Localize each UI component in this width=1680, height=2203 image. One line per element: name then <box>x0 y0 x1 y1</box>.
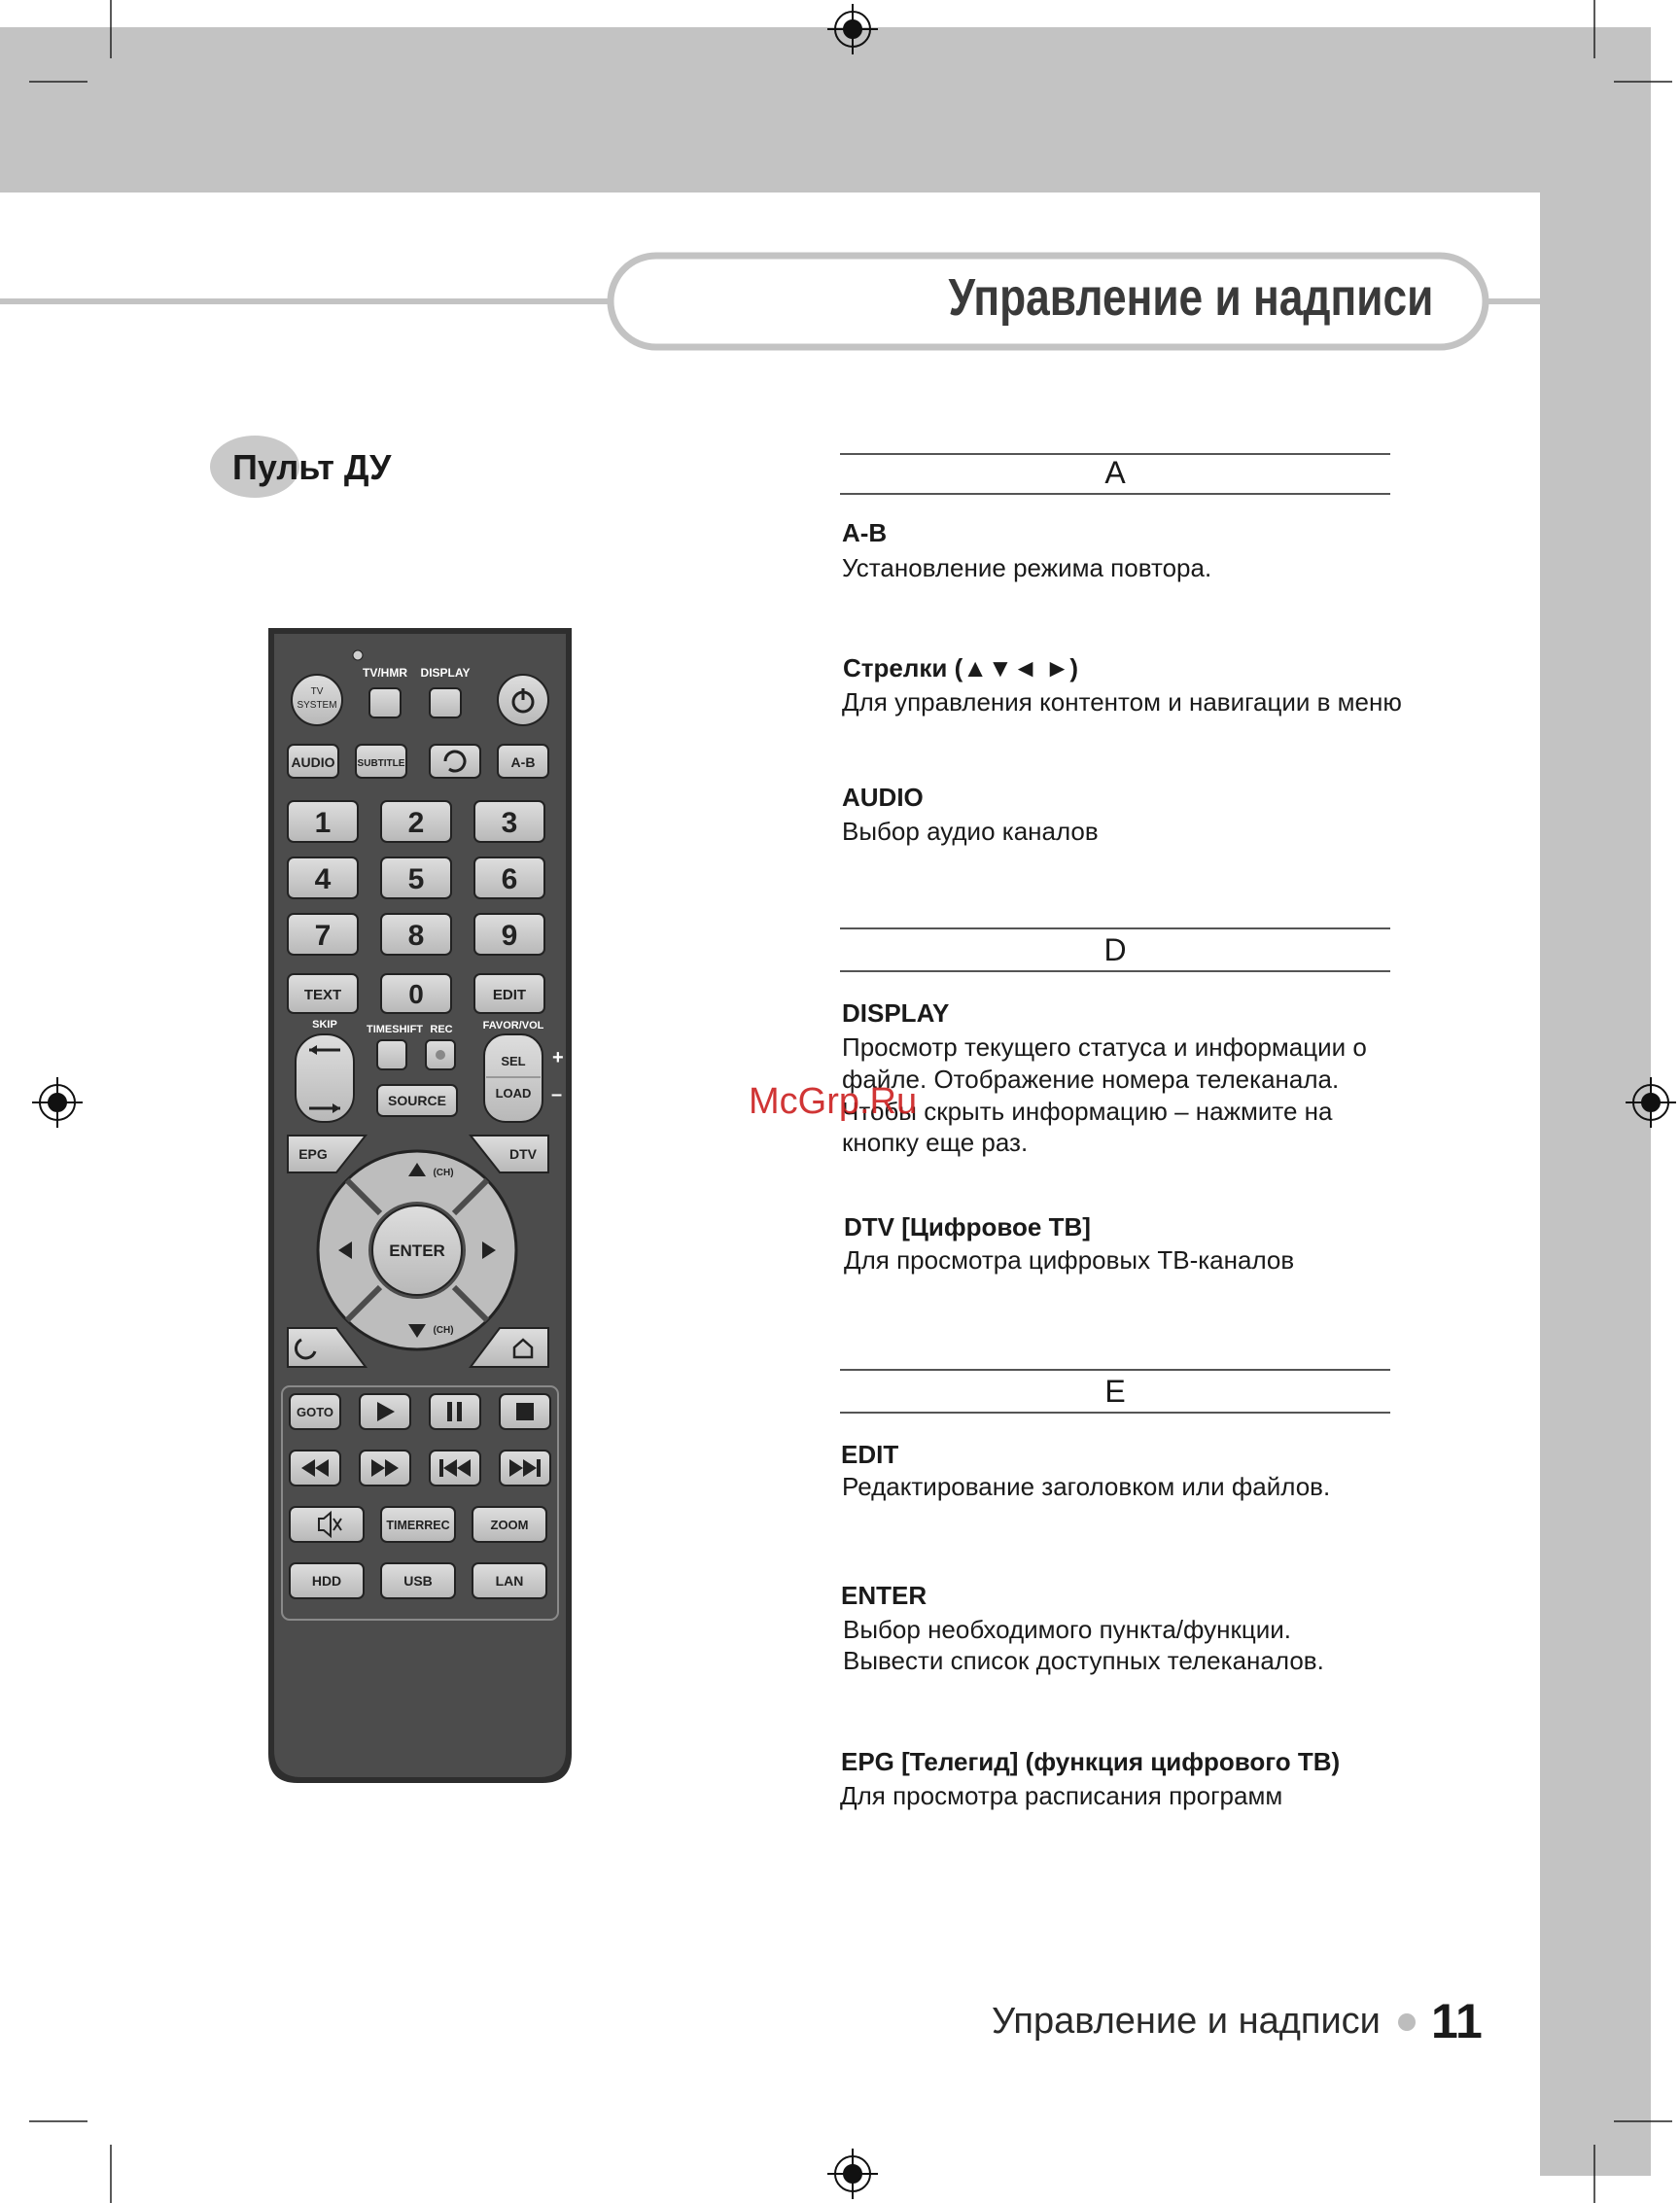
section-a-bottom-rule <box>840 493 1390 495</box>
remote-control-illustration <box>264 626 576 1793</box>
svg-text:SEL: SEL <box>501 1054 526 1068</box>
entry-text-display-4: кнопку еще раз. <box>842 1128 1029 1157</box>
entry-text-arrows: Для управления контентом и навигации в меню <box>842 687 1402 717</box>
section-title: Пульт ДУ <box>232 447 392 487</box>
number-3-button[interactable] <box>474 801 544 842</box>
svg-text:+: + <box>552 1047 564 1068</box>
svg-text:FAVOR/VOL: FAVOR/VOL <box>482 1020 544 1032</box>
tvhmr-button[interactable] <box>369 688 401 717</box>
svg-text:SKIP: SKIP <box>312 1019 337 1031</box>
fast-forward-button[interactable] <box>360 1451 410 1486</box>
svg-text:TEXT: TEXT <box>303 987 342 1003</box>
section-a-letter: A <box>1104 455 1126 490</box>
pause-icon <box>447 1402 452 1421</box>
section-e-top-rule <box>840 1369 1390 1371</box>
lan-button[interactable] <box>472 1563 546 1598</box>
tv-system-button[interactable] <box>292 675 342 725</box>
section-e-letter: E <box>1104 1374 1126 1409</box>
entry-text-audio: Выбор аудио каналов <box>842 817 1099 846</box>
number-5-button[interactable] <box>381 857 451 898</box>
entry-text-enter-2: Вывести список доступных телеканалов. <box>843 1646 1324 1675</box>
entry-heading-enter: ENTER <box>841 1581 928 1610</box>
entry-heading-arrows: Стрелки (▲▼◄ ►) <box>843 653 1079 682</box>
svg-text:EDIT: EDIT <box>492 987 527 1003</box>
svg-text:ENTER: ENTER <box>389 1241 445 1260</box>
footer-section-name: Управление и надписи <box>992 2001 1381 2042</box>
entry-heading-edit: EDIT <box>841 1440 899 1469</box>
svg-text:2: 2 <box>407 807 425 839</box>
svg-text:SUBTITLE: SUBTITLE <box>357 758 405 769</box>
svg-text:6: 6 <box>501 863 518 895</box>
svg-text:USB: USB <box>403 1573 433 1589</box>
next-button[interactable] <box>500 1451 550 1486</box>
tvhmr-label: TV/HMR <box>363 666 407 680</box>
entry-heading-display: DISPLAY <box>842 998 950 1028</box>
svg-text:(CH): (CH) <box>433 1168 454 1178</box>
display-label: DISPLAY <box>420 666 471 680</box>
registration-mark-left <box>32 1077 83 1128</box>
entry-heading-ab: A-B <box>842 518 888 547</box>
skip-rocker[interactable] <box>296 1034 354 1122</box>
svg-text:LOAD: LOAD <box>495 1086 532 1101</box>
zoom-button[interactable] <box>472 1507 546 1542</box>
svg-text:SYSTEM: SYSTEM <box>297 700 337 711</box>
svg-text:TIMERREC: TIMERREC <box>386 1519 450 1532</box>
pause-button[interactable] <box>430 1394 480 1429</box>
svg-text:TV: TV <box>310 686 324 697</box>
stop-icon <box>516 1403 534 1420</box>
entry-text-dtv: Для просмотра цифровых ТВ-каналов <box>844 1245 1295 1275</box>
hdd-button[interactable] <box>290 1563 364 1598</box>
svg-text:5: 5 <box>407 863 425 895</box>
numpad <box>288 801 544 955</box>
entry-text-edit: Редактирование заголовком или файлов. <box>842 1472 1331 1501</box>
svg-text:9: 9 <box>501 920 518 952</box>
text-button[interactable] <box>288 974 358 1013</box>
entry-text-display-1: Просмотр текущего статуса и информации о <box>842 1032 1367 1062</box>
section-e-bottom-rule <box>840 1412 1390 1414</box>
svg-text:HDD: HDD <box>311 1573 342 1589</box>
entry-text-ab: Установление режима повтора. <box>842 553 1212 582</box>
power-button[interactable] <box>498 675 548 725</box>
svg-text:ZOOM: ZOOM <box>490 1518 529 1532</box>
entry-text-display-2: файле. Отображение номера телеканала. <box>842 1065 1340 1094</box>
section-d-top-rule <box>840 927 1390 929</box>
svg-text:SOURCE: SOURCE <box>388 1093 446 1108</box>
play-button[interactable] <box>360 1394 410 1429</box>
entry-text-epg: Для просмотра расписания программ <box>840 1781 1283 1810</box>
svg-text:A-B: A-B <box>510 754 536 770</box>
number-6-button[interactable] <box>474 857 544 898</box>
entry-text-enter-1: Выбор необходимого пункта/функции. <box>843 1615 1291 1644</box>
rec-button[interactable] <box>426 1040 455 1069</box>
subtitle-button[interactable] <box>356 745 406 778</box>
section-d-letter: D <box>1103 932 1127 967</box>
number-8-button[interactable] <box>381 914 451 955</box>
registration-mark-top <box>827 4 878 54</box>
svg-text:3: 3 <box>501 807 518 839</box>
svg-text:1: 1 <box>314 807 332 839</box>
footer-bullet <box>1398 2013 1416 2031</box>
entry-heading-epg: EPG [Телегид] (функция цифрового ТВ) <box>841 1747 1341 1776</box>
section-d-bottom-rule <box>840 970 1390 972</box>
audio-button[interactable] <box>288 745 338 778</box>
stop-button[interactable] <box>500 1394 550 1429</box>
previous-button[interactable] <box>430 1451 480 1486</box>
svg-text:LAN: LAN <box>495 1573 524 1589</box>
page-title: Управление и надписи <box>948 268 1433 327</box>
entry-heading-dtv: DTV [Цифровое ТВ] <box>844 1212 1091 1241</box>
svg-text:AUDIO: AUDIO <box>291 754 335 770</box>
svg-text:0: 0 <box>408 979 424 1009</box>
number-1-button[interactable] <box>288 801 358 842</box>
edit-button[interactable] <box>474 974 544 1013</box>
svg-text:8: 8 <box>407 920 425 952</box>
registration-mark-right <box>1626 1077 1676 1128</box>
enter-button[interactable] <box>372 1206 462 1295</box>
svg-text:EPG: EPG <box>298 1146 328 1162</box>
svg-text:GOTO: GOTO <box>296 1405 334 1419</box>
svg-text:–: – <box>551 1084 563 1105</box>
svg-text:DTV: DTV <box>509 1146 537 1162</box>
svg-text:TIMESHIFT: TIMESHIFT <box>366 1024 424 1035</box>
goto-button[interactable] <box>290 1394 340 1429</box>
svg-text:(CH): (CH) <box>433 1325 454 1336</box>
timerrec-button[interactable] <box>381 1507 455 1542</box>
entry-heading-audio: AUDIO <box>842 783 924 812</box>
number-2-button[interactable] <box>381 801 451 842</box>
entry-text-display-3: Чтобы скрыть информацию – нажмите на <box>842 1097 1333 1126</box>
display-button[interactable] <box>430 688 461 717</box>
rewind-button[interactable] <box>290 1451 340 1486</box>
repeat-button[interactable] <box>430 745 480 778</box>
ab-button[interactable] <box>498 745 548 778</box>
number-4-button[interactable] <box>288 857 358 898</box>
usb-button[interactable] <box>381 1563 455 1598</box>
favor-vol-rocker[interactable] <box>484 1034 542 1122</box>
svg-text:REC: REC <box>430 1024 453 1035</box>
registration-mark-bottom <box>827 2149 878 2199</box>
number-9-button[interactable] <box>474 914 544 955</box>
zero-button[interactable] <box>381 974 451 1013</box>
number-7-button[interactable] <box>288 914 358 955</box>
source-button[interactable] <box>377 1085 457 1116</box>
svg-text:4: 4 <box>314 863 332 895</box>
svg-text:7: 7 <box>314 920 332 952</box>
watermark: McGrp.Ru <box>749 1081 918 1122</box>
page-number: 11 <box>1431 1994 1483 2048</box>
mute-button[interactable] <box>290 1507 364 1542</box>
timeshift-button[interactable] <box>377 1040 406 1069</box>
